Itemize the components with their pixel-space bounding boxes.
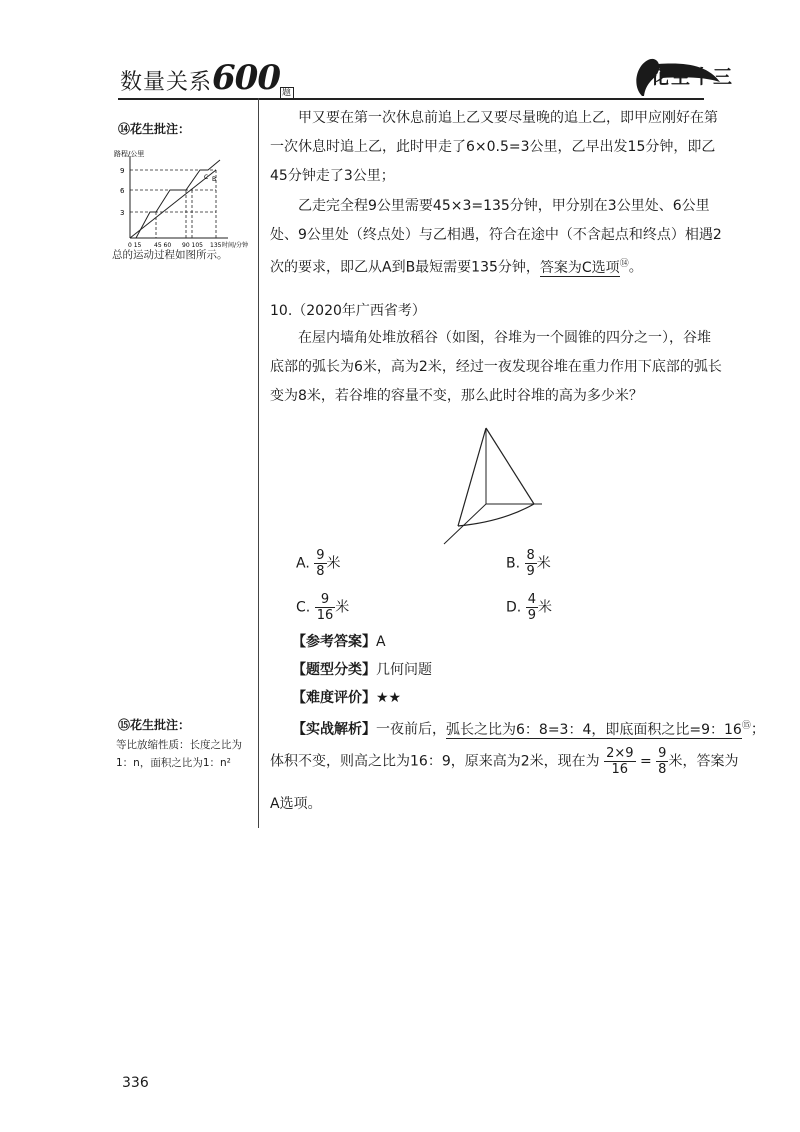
book-title-number: 600: [212, 58, 280, 98]
graph-xtick-1: 0 15: [128, 242, 142, 249]
option-d-num: 4: [527, 592, 536, 607]
analysis-frac2-den: 8: [658, 762, 667, 777]
option-d-letter: D.: [506, 599, 522, 616]
option-b-letter: B.: [506, 555, 521, 572]
option-b-den: 9: [526, 564, 535, 579]
page-number: 336: [122, 1075, 149, 1091]
analysis-line-3: A选项。: [270, 796, 322, 812]
reference-answer-value: A: [376, 634, 386, 650]
graph-ytick-6: 6: [120, 187, 125, 195]
option-a-letter: A.: [296, 555, 310, 572]
graph-point-c: C: [204, 174, 209, 181]
note-15-text: 等比放缩性质：长度之比为1：n，面积之比为1：n²: [116, 739, 242, 769]
option-d-unit: 米: [537, 599, 552, 616]
note-14-text: 总的运动过程如图所示。: [112, 249, 228, 261]
analysis-frac1-den: 16: [611, 762, 629, 777]
note-15-title: ⑮花生批注：: [118, 718, 191, 732]
note-14-graph: [112, 146, 258, 250]
option-b-num: 8: [526, 548, 535, 563]
graph-ylabel: 路程/公里: [114, 150, 145, 158]
option-a-num: 9: [316, 548, 325, 563]
difficulty: [292, 684, 401, 713]
option-a[interactable]: [296, 548, 341, 579]
graph-ytick-9: 9: [120, 167, 125, 175]
option-c[interactable]: [296, 592, 349, 623]
paragraph-2-text: 乙走完全程9公里需要45×3=135分钟，甲分别在3公里处、6公里处、9公里处（终点处）与乙相遇，符合在途中（不含起点和终点）相遇2次的要求，即乙从A到B最短需要135分钟，: [270, 198, 722, 276]
analysis-line-1: [292, 712, 765, 745]
grain-pile-figure: [440, 422, 550, 548]
analysis-sep: ；: [750, 721, 765, 738]
analysis-line-2-tail: 米，答案为: [668, 753, 739, 770]
option-b-unit: 米: [536, 555, 551, 572]
analysis-ratio: 弧长之比为6：8=3：4，即底面积之比=9：16: [446, 721, 742, 738]
analysis-line-2-text: 体积不变，则高之比为16：9，原来高为2米，现在为: [270, 753, 600, 770]
analysis-label: 【实战解析】: [292, 721, 376, 738]
logo-text: 花生十三: [650, 66, 735, 88]
paragraph-1: 甲又要在第一次休息前追上乙又要尽量晚的追上乙，即甲应刚好在第一次休息时追上乙，此时甲走了6×0.5=3公里，乙早出发15分钟，即乙45分钟走了3公里；: [270, 110, 718, 184]
graph-xtick-2: 45 60: [154, 242, 172, 249]
header-divider: [118, 98, 704, 100]
graph-xtick-3: 90 105: [182, 242, 203, 249]
difficulty-value: ★★: [376, 690, 402, 706]
option-a-unit: 米: [326, 555, 341, 572]
option-c-unit: 米: [335, 599, 350, 616]
question-type-value: 几何问题: [376, 662, 432, 678]
difficulty-label: 【难度评价】: [292, 690, 376, 706]
reference-answer: [292, 628, 386, 657]
analysis-intro: 一夜前后，: [376, 721, 446, 738]
graph-xtick-4: 135: [210, 242, 222, 249]
paragraph-2-note-ref: ⑭: [619, 259, 629, 269]
note-14-title: ⑭花生批注：: [118, 122, 191, 136]
reference-answer-label: 【参考答案】: [292, 634, 376, 650]
option-c-letter: C.: [296, 599, 311, 616]
book-title-prefix: 数量关系: [120, 70, 213, 95]
question-text: 在屋内墙角处堆放稻谷（如图，谷堆为一个圆锥的四分之一），谷堆底部的弧长为6米，高为2米，经过一夜发现谷堆在重力作用下底部的弧长变为8米，若谷堆的容量不变，那么此时谷堆的高为多少米？: [270, 330, 722, 404]
analysis-frac1-num: 2×9: [606, 746, 634, 761]
book-title-suffix: 题: [282, 88, 293, 98]
paragraph-2-answer: 答案为C选项: [539, 259, 620, 276]
option-a-den: 8: [316, 564, 325, 579]
option-d[interactable]: [506, 592, 552, 623]
analysis-frac2-num: 9: [658, 746, 667, 761]
question-type: [292, 656, 432, 685]
analysis-eq: =: [639, 753, 652, 770]
paragraph-2: 乙走完全程9公里需要45×3=135分钟，甲分别在3公里处、6公里处、9公里处（终点处）与乙相遇，符合在途中（不含起点和终点）相遇2次的要求，即乙从A到B最短需要135分钟，答案为C选项⑭。: [270, 198, 722, 276]
option-c-den: 16: [316, 608, 334, 623]
book-title: [120, 58, 294, 98]
option-b[interactable]: [506, 548, 551, 579]
option-c-num: 9: [315, 592, 336, 608]
graph-point-b: B: [212, 176, 217, 183]
question-title: 10.（2020年广西省考）: [270, 303, 426, 319]
analysis-line-2: [270, 746, 739, 777]
option-d-den: 9: [527, 608, 536, 623]
column-divider: [258, 98, 259, 828]
graph-ytick-3: 3: [120, 209, 125, 217]
analysis-note-ref: ⑮: [741, 721, 751, 731]
question-type-label: 【题型分类】: [292, 662, 376, 678]
graph-xlabel: 时间/分钟: [222, 242, 249, 249]
